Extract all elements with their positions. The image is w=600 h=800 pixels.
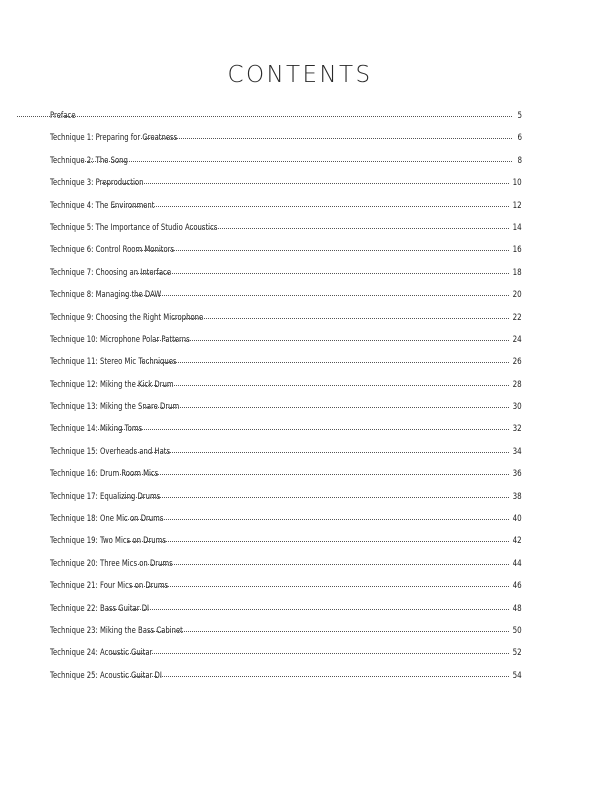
dot-leader	[107, 609, 510, 610]
toc-entry	[50, 491, 522, 513]
toc-entry	[50, 513, 522, 535]
toc-entry	[50, 423, 522, 445]
toc-entry-label: Technique 17: Equalizing Drums	[50, 490, 161, 501]
toc-entry-page-number: 54	[512, 669, 522, 680]
toc-entry	[50, 603, 522, 625]
toc-entry-page-number: 18	[512, 266, 522, 277]
toc-entry-page-number: 46	[512, 580, 522, 591]
toc-entry-page-number: 44	[512, 557, 522, 568]
dot-leader	[118, 474, 509, 475]
toc-entry-page-number: 28	[512, 378, 522, 389]
dot-leader	[98, 429, 509, 430]
toc-entry	[50, 446, 522, 468]
toc-entry	[50, 222, 522, 244]
toc-entry	[50, 289, 522, 311]
dot-leader	[127, 541, 509, 542]
toc-entry-page-number: 34	[512, 445, 522, 456]
toc-entry	[50, 580, 522, 602]
dot-leader	[148, 631, 509, 632]
toc-entry	[50, 110, 522, 132]
toc-entry-page-number: 38	[512, 490, 522, 501]
toc-entry-page-number: 10	[512, 177, 522, 188]
toc-entry-label: Technique 8: Managing the DAW	[50, 289, 162, 300]
toc-entry	[50, 155, 522, 177]
page-title: CONTENTS	[227, 62, 373, 88]
toc-entry	[50, 625, 522, 647]
toc-entry-label: Technique 18: One Mic on Drums	[50, 513, 164, 524]
toc-entry	[50, 670, 522, 692]
toc-entry-label: Technique 12: Miking the Kick Drum	[50, 378, 174, 389]
toc-entry-label: Technique 6: Control Room Monitors	[50, 244, 175, 255]
toc-entry-label: Technique 13: Miking the Snare Drum	[50, 401, 180, 412]
toc-entry-label: Preface	[50, 110, 76, 120]
toc-entry	[50, 356, 522, 378]
toc-entry-page-number: 52	[512, 647, 522, 658]
toc-entry-page-number: 8	[517, 154, 522, 165]
toc-entry-label: Technique 10: Microphone Polar Patterns	[50, 333, 190, 344]
toc-entry-label: Technique 19: Two Mics on Drums	[50, 535, 166, 546]
toc-entry-label: Technique 1: Preparing for Greatness	[50, 132, 178, 143]
dot-leader	[111, 653, 510, 654]
dot-leader	[120, 497, 509, 498]
toc-entry-label: Technique 20: Three Mics on Drums	[50, 557, 173, 568]
toc-entry	[50, 468, 522, 490]
dot-leader	[132, 452, 509, 453]
toc-entry	[50, 312, 522, 334]
toc-entry	[50, 647, 522, 669]
toc-entry	[50, 379, 522, 401]
toc-entry-page-number: 42	[512, 535, 522, 546]
dot-leader	[137, 385, 510, 386]
toc-entry-page-number: 20	[512, 289, 522, 300]
toc-entry-page-number: 6	[517, 132, 522, 143]
toc-entry-page-number: 14	[512, 221, 522, 232]
toc-entry-label: Technique 11: Stereo Mic Techniques	[50, 356, 177, 367]
toc-entry-page-number: 32	[512, 423, 522, 434]
toc-entry-label: Technique 2: The Song	[50, 154, 128, 165]
toc-entry-label: Technique 14: Miking Toms	[50, 423, 143, 434]
toc-entry-page-number: 30	[512, 401, 522, 412]
toc-entry	[50, 244, 522, 266]
toc-entry-label: Technique 15: Overheads and Hats	[50, 445, 171, 456]
toc-entry-label: Technique 21: Four Mics on Drums	[50, 580, 169, 591]
toc-entry-page-number: 36	[512, 468, 522, 479]
dot-leader	[17, 116, 512, 117]
toc-entry-page-number: 50	[512, 624, 522, 635]
dot-leader	[124, 519, 509, 520]
dot-leader	[113, 206, 509, 207]
toc-entry-page-number: 26	[512, 356, 522, 367]
dot-leader	[134, 273, 510, 274]
toc-entry-label: Technique 3: Preproduction	[50, 177, 144, 188]
toc-entry-label: Technique 24: Acoustic Guitar	[50, 647, 153, 658]
toc-entry-label: Technique 16: Drum Room Mics	[50, 468, 159, 479]
toc-entry	[50, 558, 522, 580]
toc-entry-label: Technique 22: Bass Guitar DI	[50, 602, 150, 613]
toc-entry-page-number: 24	[512, 333, 522, 344]
toc-entry-page-number: 5	[517, 110, 522, 120]
toc-entry-page-number: 12	[512, 199, 522, 210]
toc-entry	[50, 177, 522, 199]
dot-leader	[137, 250, 509, 251]
dot-leader	[144, 407, 510, 408]
dot-leader	[156, 340, 509, 341]
toc-entry-label: Technique 9: Choosing the Right Microphone	[50, 311, 204, 322]
dot-leader	[173, 318, 510, 319]
toc-entry-label: Technique 4: The Environment	[50, 199, 155, 210]
toc-entry-label: Technique 5: The Importance of Studio Acoustics	[50, 221, 218, 232]
dot-leader	[141, 138, 512, 139]
toc-entry	[50, 200, 522, 222]
table-of-contents	[50, 110, 522, 692]
dot-leader	[130, 586, 509, 587]
dot-leader	[81, 161, 512, 162]
dot-leader	[100, 183, 509, 184]
toc-entry	[50, 401, 522, 423]
toc-entry-label: Technique 7: Choosing an Interface	[50, 266, 172, 277]
toc-entry-page-number: 16	[512, 244, 522, 255]
toc-entry	[50, 334, 522, 356]
dot-leader	[122, 676, 509, 677]
dot-leader	[136, 564, 510, 565]
toc-entry-label: Technique 23: Miking the Bass Cabinet	[50, 624, 183, 635]
dot-leader	[190, 228, 509, 229]
toc-entry	[50, 267, 522, 289]
toc-entry-page-number: 40	[512, 513, 522, 524]
toc-entry-label: Technique 25: Acoustic Guitar DI	[50, 669, 162, 680]
toc-entry-page-number: 48	[512, 602, 522, 613]
toc-entry	[50, 535, 522, 557]
toc-entry-page-number: 22	[512, 311, 522, 322]
dot-leader	[122, 295, 510, 296]
toc-entry	[50, 132, 522, 154]
dot-leader	[140, 362, 509, 363]
